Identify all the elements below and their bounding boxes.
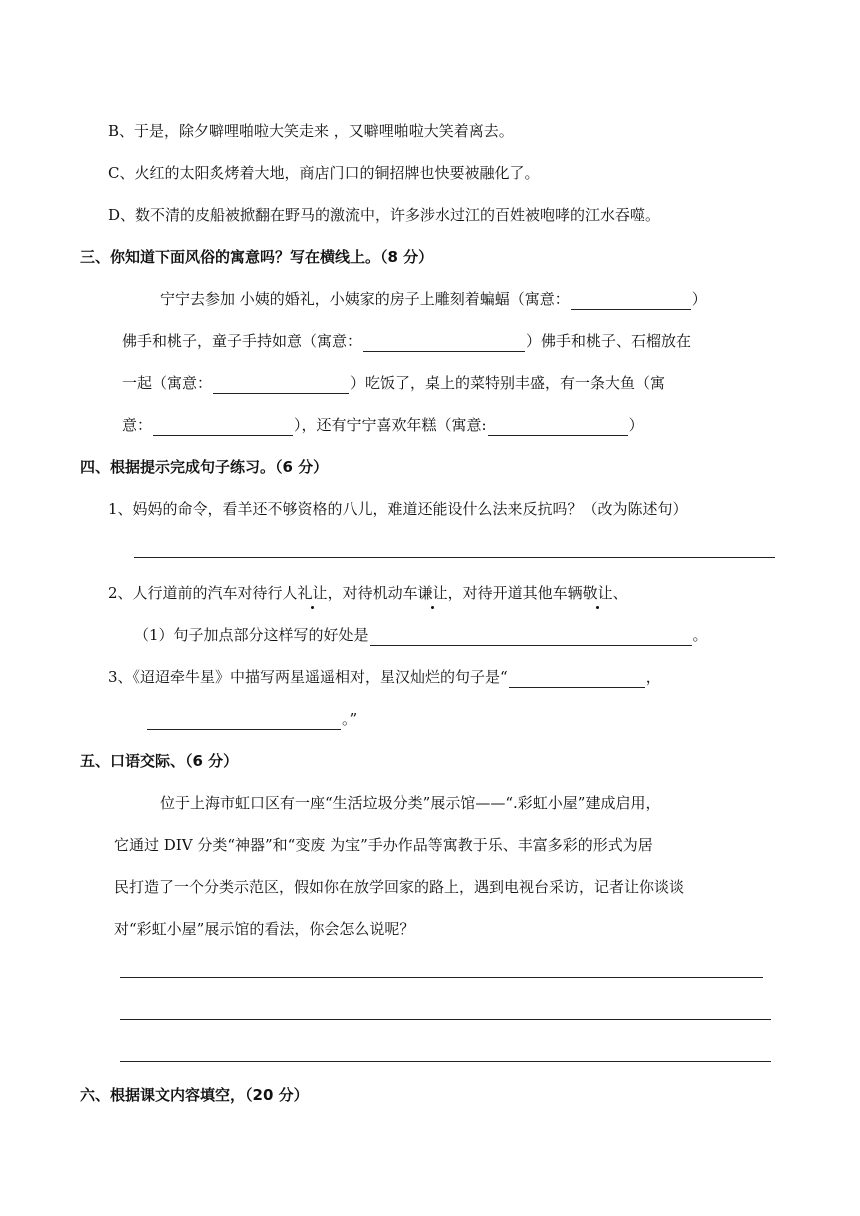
q3-end: 。” (342, 710, 358, 728)
section3-title: 三、你知道下面风俗的寓意吗？写在横线上。（8 分） (80, 248, 434, 266)
section3-line3-text: 一起（寓意： (122, 374, 213, 392)
q2-dotted-1-text: 礼让 (297, 584, 328, 602)
section4-q2 (108, 582, 628, 604)
section4-q2-sub (134, 624, 708, 646)
section6-title: 六、根据课文内容填空，（20 分） (80, 1086, 309, 1104)
section5-answer-line-3[interactable] (120, 1061, 771, 1062)
section3-line1-text: 宁宁去参加 小姨的婚礼，小姨家的房子上雕刻着蝙蝠（寓意： (160, 290, 570, 308)
option-d: D、数不清的皮船被掀翻在野马的激流中，许多涉水过江的百姓被咆哮的江水吞噬。 (108, 206, 661, 224)
section4-title: 四、根据提示完成句子练习。（6 分） (80, 458, 329, 476)
section3-line4-close: ） (628, 416, 644, 434)
section3-line3-rest: ）吃饭了，桌上的菜特别丰盛，有一条大鱼（寓 (350, 374, 666, 392)
meaning-blank-3[interactable] (213, 377, 349, 394)
meaning-blank-2[interactable] (363, 335, 525, 352)
option-b: B、于是，除夕噼哩啪啦大笑走来 ，又噼哩啪啦大笑着离去。 (108, 122, 514, 140)
section3-line4-mid: ），还有宁宁喜欢年糕（寓意: (294, 416, 487, 434)
q2-dotted-2: 谦让 (417, 584, 448, 602)
section4-q3-line2 (146, 708, 357, 730)
q1-answer-line[interactable] (134, 557, 775, 558)
section5-answer-line-2[interactable] (120, 1019, 771, 1020)
q2-text-b: ，对待机动车 (327, 584, 418, 602)
meaning-blank-4[interactable] (153, 419, 293, 436)
q3-text: 3、《迢迢牵牛星》中描写两星遥遥相对，星汉灿烂的句子是“ (108, 668, 508, 686)
q2-sub-blank[interactable] (370, 629, 692, 646)
option-c: C、火红的太阳炙烤着大地，商店门口的铜招牌也快要被融化了。 (108, 164, 540, 182)
q2-dotted-1 (298, 584, 328, 602)
section5-para-line2: 它通过 DIV 分类“神器”和“变废 为宝”手办作品等寓教于乐、丰富多彩的形式为居 (114, 836, 653, 854)
q2-sub-end: 。 (692, 626, 708, 644)
section5-para-line3: 民打造了一个分类示范区，假如你在放学回家的路上，遇到电视台采访，记者让你谈谈 (114, 878, 685, 896)
section3-line2 (122, 330, 691, 352)
meaning-blank-1[interactable] (571, 293, 691, 310)
section5-title: 五、口语交际、（6 分） (80, 752, 239, 770)
section3-line4 (122, 414, 644, 436)
section3-line1 (160, 288, 707, 310)
section3-line2-rest: ）佛手和桃子、石榴放在 (526, 332, 692, 350)
q2-text-d: 、 (612, 584, 628, 602)
meaning-blank-5[interactable] (488, 419, 628, 436)
section5-answer-line-1[interactable] (120, 977, 763, 978)
section5-para-line4: 对“彩虹小屋”展示馆的看法，你会怎么说呢？ (114, 920, 415, 938)
section3-line3 (122, 372, 665, 394)
section3-line4-text: 意： (122, 416, 153, 434)
q2-text-a: 2、人行道前的汽车对待行人 (108, 584, 298, 602)
section4-q1: 1、妈妈的命令，看羊还不够资格的八儿，难道还能设什么法来反抗吗？（改为陈述句） (108, 500, 688, 518)
section5-para-line1: 位于上海市虹口区有一座“生活垃圾分类”展示馆——“.彩虹小屋”建成启用， (160, 794, 661, 812)
q2-text-c: ，对待开道其他车辆 (447, 584, 583, 602)
q3-blank-1[interactable] (509, 671, 645, 688)
section3-line2-text: 佛手和桃子，童子手持如意（寓意： (122, 332, 363, 350)
section4-q3 (108, 666, 661, 688)
section3-line1-close: ） (691, 290, 707, 308)
q2-sub-text: （1）句子加点部分这样写的好处是 (134, 626, 369, 644)
q3-comma: ， (645, 668, 661, 686)
q3-blank-2[interactable] (147, 713, 341, 730)
q2-dotted-3: 敬让 (582, 584, 613, 602)
